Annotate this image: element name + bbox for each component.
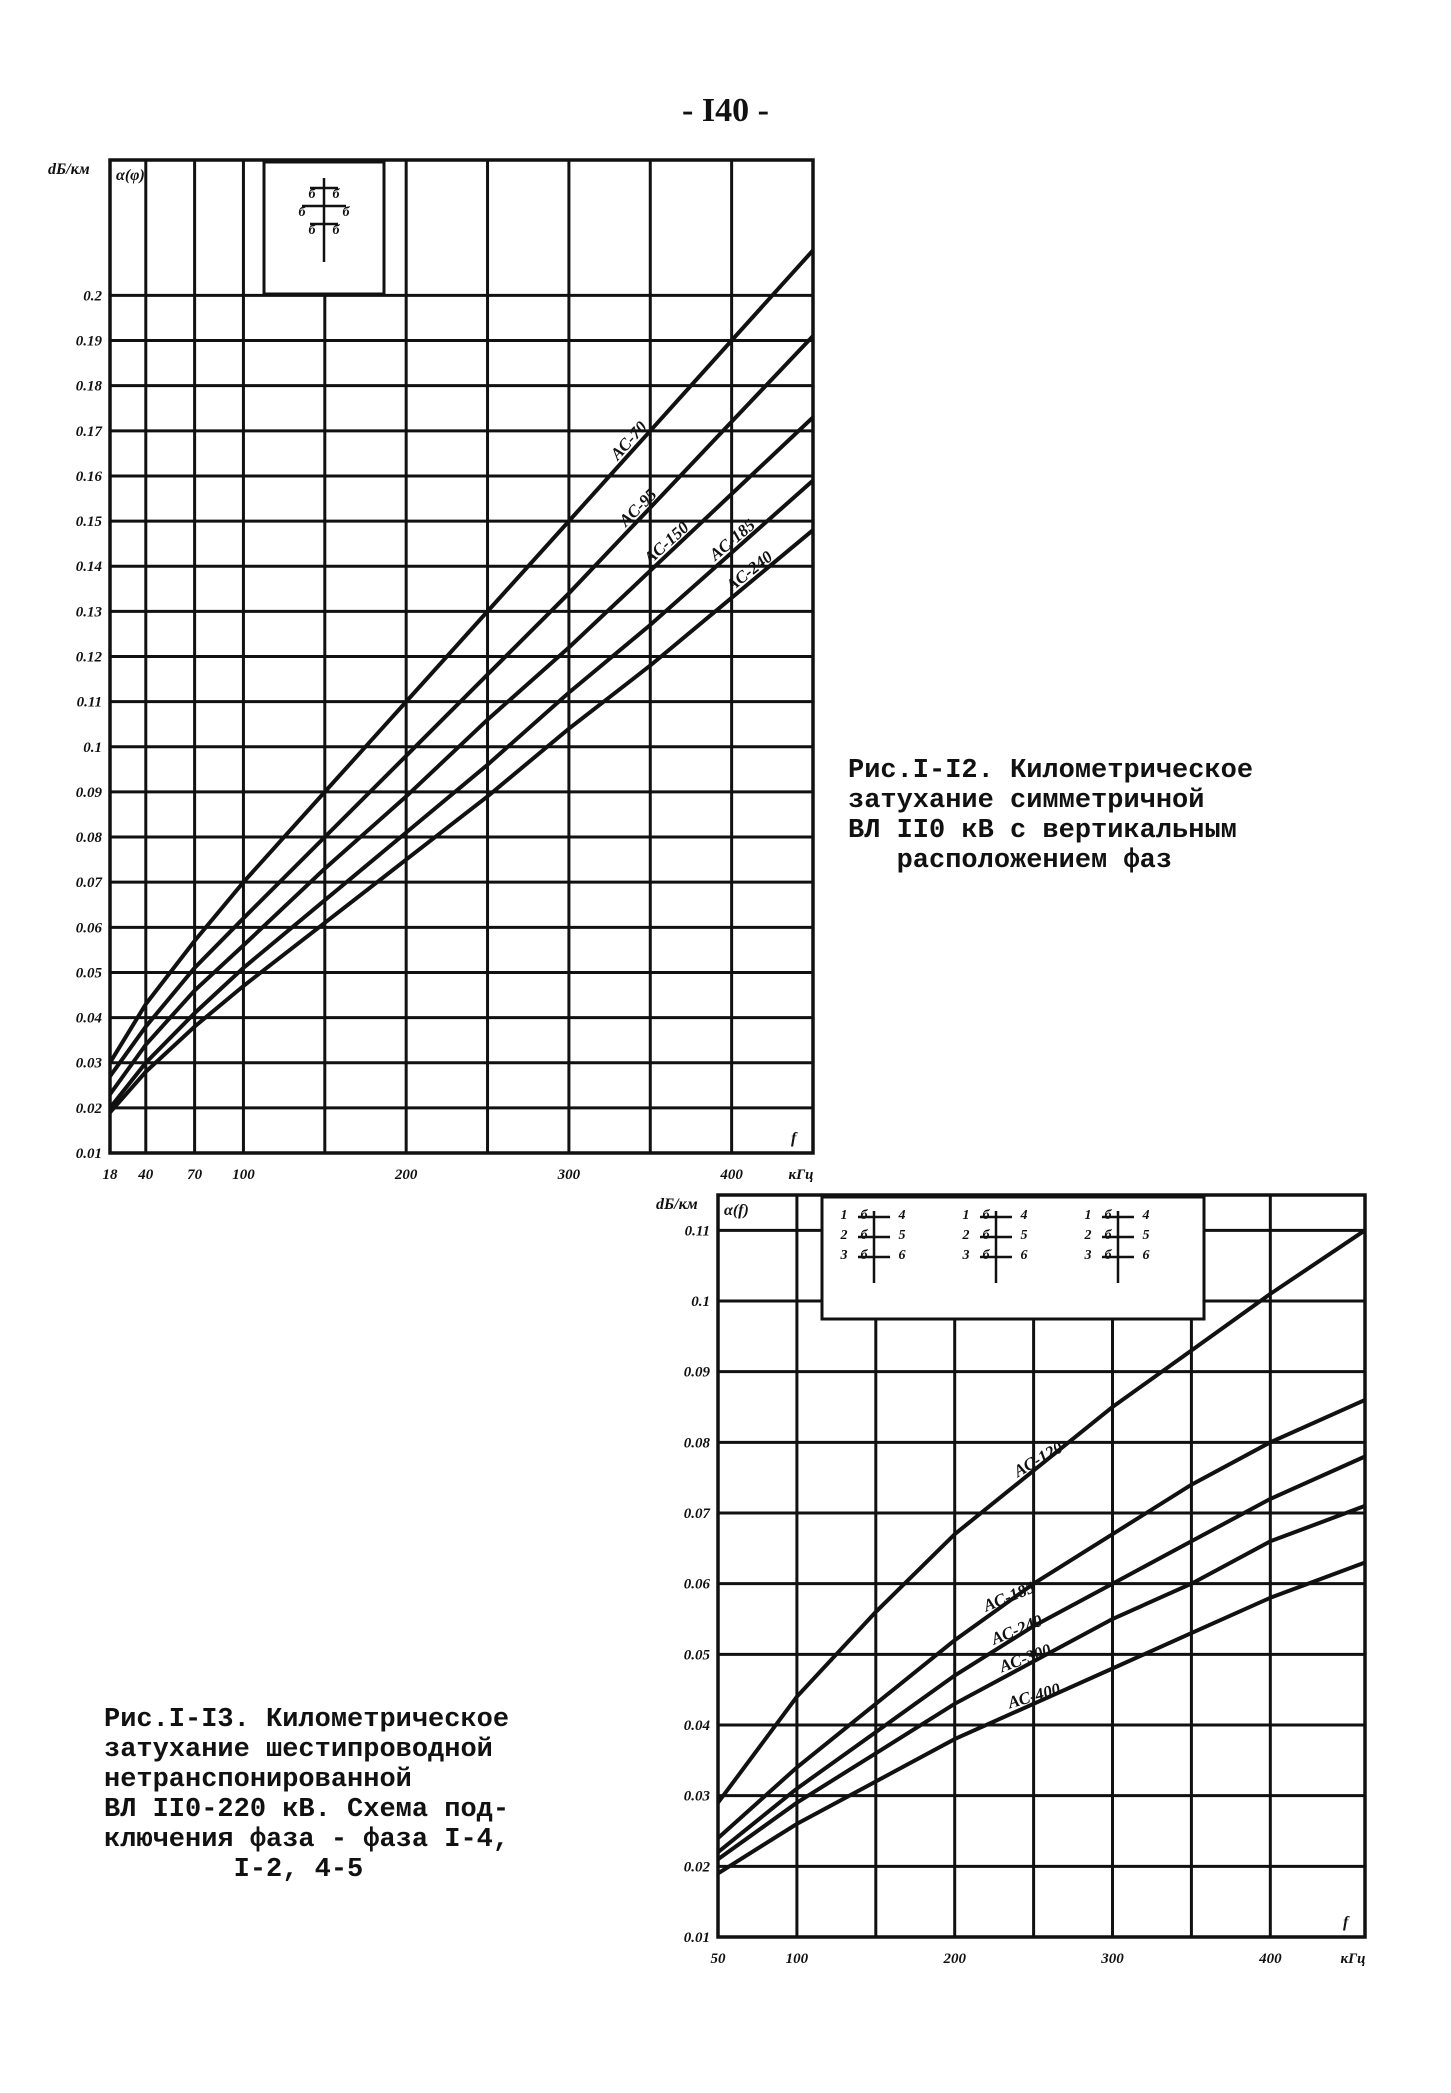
y-tick-label: 0.09 (683, 1364, 710, 1381)
y-tick-label: 0.16 (75, 468, 102, 485)
phase-number-left: 3 (1084, 1248, 1092, 1263)
phase-conductor: б (860, 1248, 868, 1263)
phase-number-right: 4 (1020, 1208, 1028, 1223)
figure-caption-1-12: Рис.I-I2. Километрическое затухание симметричной ВЛ II0 кВ с вертикальным расположением фаз (848, 756, 1254, 876)
phase-number-left: 3 (962, 1248, 970, 1263)
phase-number-right: 6 (1142, 1248, 1150, 1263)
phase-number-right: 5 (1020, 1228, 1028, 1243)
phase-number-left: 1 (840, 1208, 848, 1223)
y-tick-label: 0.11 (684, 1223, 710, 1240)
y-tick-label: 0.04 (683, 1718, 710, 1734)
phase-number-right: 6 (898, 1248, 906, 1263)
series-label-5: АС-240 (722, 547, 777, 595)
chart-fig-1-13 (656, 1195, 1366, 1967)
phase-number-right: 4 (898, 1208, 906, 1223)
phase-number-right: 5 (1142, 1228, 1150, 1243)
chart-fig-1-12 (48, 160, 814, 1183)
y-tick-label: 0.06 (75, 920, 102, 937)
y-tick-label: 0.18 (75, 378, 102, 395)
phase-conductor: б (860, 1228, 868, 1243)
y-tick-label: 0.05 (683, 1647, 710, 1664)
y-tick-label: 0.05 (75, 965, 102, 982)
series-curve-5 (110, 530, 813, 1112)
series-label-3: АС-150 (640, 517, 693, 568)
series-label-2: АС-185 (980, 1577, 1038, 1616)
y-tick-label: 0.02 (75, 1100, 102, 1117)
y-tick-label: 0.19 (75, 333, 102, 350)
y-axis-label-secondary: α(f) (724, 1202, 749, 1219)
phase-number-left: 1 (962, 1208, 970, 1223)
y-tick-label: 0.06 (683, 1576, 710, 1593)
y-tick-label: 0.12 (75, 649, 102, 666)
y-tick-label: 0.09 (75, 784, 102, 801)
phase-conductor: б (982, 1228, 990, 1243)
series-label-1: АС-70 (606, 417, 651, 464)
x-axis-label: f (791, 1130, 797, 1147)
x-tick-label: 18 (102, 1167, 118, 1183)
y-tick-label: 0.14 (75, 559, 102, 576)
phase-label: б (298, 205, 306, 220)
y-axis-label: dБ/км (656, 1196, 698, 1213)
y-axis-label: dБ/км (48, 161, 90, 178)
y-tick-label: 0.13 (75, 604, 102, 621)
y-tick-label: 0.04 (75, 1010, 102, 1027)
phase-conductor: б (860, 1208, 868, 1223)
y-tick-label: 0.15 (75, 514, 102, 531)
y-tick-label: 0.11 (76, 694, 102, 711)
y-tick-label: 0.01 (683, 1930, 710, 1946)
x-tick-label: 50 (710, 1951, 726, 1967)
series-label-5: АС-400 (1005, 1679, 1063, 1713)
phase-conductor: б (982, 1248, 990, 1263)
phase-number-left: 2 (962, 1228, 970, 1243)
phase-conductor: б (1104, 1248, 1112, 1263)
phase-label: б (332, 223, 340, 238)
y-tick-label: 0.17 (75, 423, 102, 440)
phase-number-right: 5 (898, 1228, 906, 1243)
series-label-3: АС-240 (988, 1610, 1046, 1649)
y-axis-label-secondary: α(φ) (116, 167, 145, 184)
phase-conductor: б (1104, 1208, 1112, 1223)
phase-number-left: 3 (840, 1248, 848, 1263)
y-tick-label: 0.07 (75, 875, 102, 892)
phase-number-left: 1 (1084, 1208, 1092, 1223)
series-label-2: АС-95 (615, 484, 661, 531)
series-curve-5 (718, 1563, 1365, 1874)
x-axis-unit: кГц (1340, 1951, 1366, 1967)
series-curve-4 (718, 1506, 1365, 1859)
y-tick-label: 0.03 (683, 1788, 710, 1805)
x-tick-label: 200 (394, 1167, 418, 1183)
y-tick-label: 0.01 (75, 1146, 102, 1162)
x-tick-label: 100 (785, 1951, 809, 1967)
x-tick-label: 100 (232, 1167, 255, 1183)
y-tick-label: 0.07 (683, 1506, 710, 1522)
phase-conductor: б (1104, 1228, 1112, 1243)
x-tick-label: 40 (138, 1167, 154, 1183)
phase-number-left: 2 (1084, 1228, 1092, 1243)
x-axis-label: f (1343, 1914, 1349, 1931)
y-tick-label: 0.1 (691, 1294, 710, 1310)
y-tick-label: 0.02 (683, 1859, 710, 1876)
series-curve-2 (110, 336, 813, 1076)
x-tick-label: 70 (187, 1167, 203, 1183)
phase-label: б (308, 223, 316, 238)
series-label-4: АС-185 (705, 515, 759, 565)
series-curve-4 (110, 481, 813, 1108)
y-tick-label: 0.03 (75, 1055, 102, 1072)
x-tick-label: 300 (557, 1167, 581, 1183)
phase-conductor: б (982, 1208, 990, 1223)
phase-label: б (308, 187, 316, 202)
phase-number-right: 4 (1142, 1208, 1150, 1223)
y-tick-label: 0.2 (83, 288, 102, 305)
phase-label: б (332, 187, 340, 202)
x-tick-label: 200 (943, 1951, 966, 1967)
phase-number-left: 2 (840, 1228, 848, 1243)
x-tick-label: 300 (1101, 1951, 1124, 1967)
figure-caption-1-13: Рис.I-I3. Километрическое затухание шестипроводной нетранспонированной ВЛ II0-220 кВ. Схема под- ключения фаза - фаза I-4, I-2, 4-5 (104, 1705, 510, 1885)
x-axis-unit: кГц (788, 1167, 814, 1183)
series-label-4: АС-300 (996, 1639, 1054, 1677)
page-number: - I40 - (682, 92, 769, 129)
x-tick-label: 400 (720, 1167, 743, 1183)
y-tick-label: 0.1 (83, 739, 102, 756)
phase-label: б (342, 205, 350, 220)
phase-number-right: 6 (1020, 1248, 1028, 1263)
x-tick-label: 400 (1259, 1951, 1282, 1967)
y-tick-label: 0.08 (683, 1435, 710, 1452)
y-tick-label: 0.08 (75, 830, 102, 847)
series-label-1: АС-120 (1010, 1437, 1067, 1481)
